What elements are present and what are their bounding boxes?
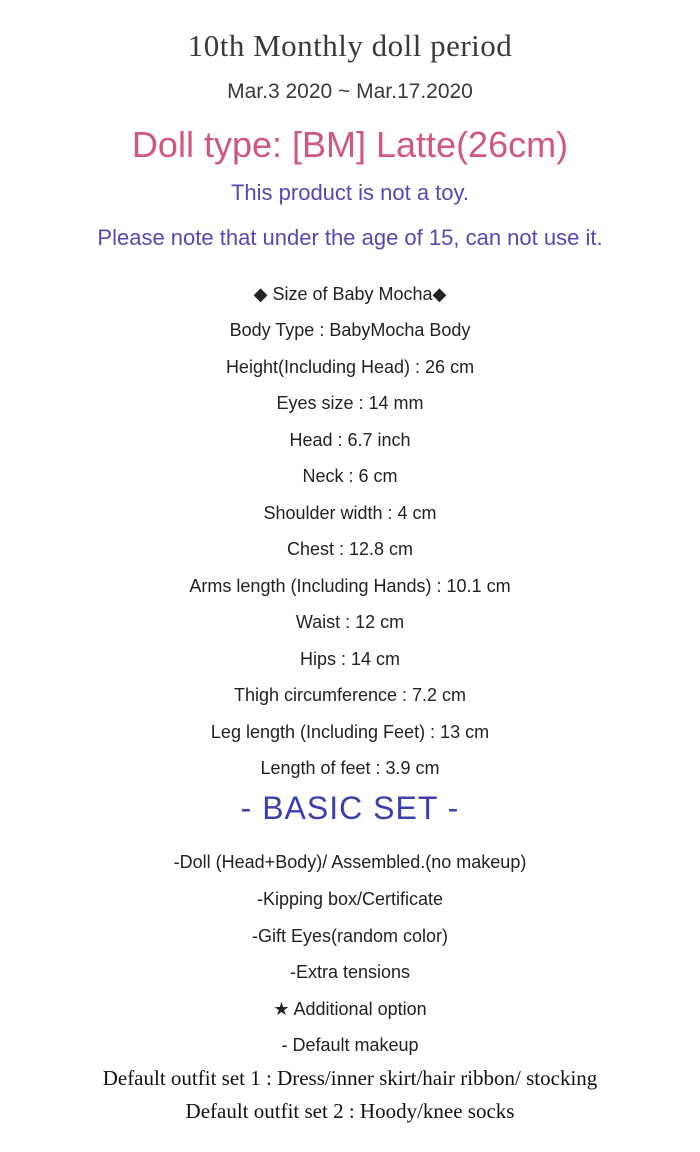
spec-row: Body Type : BabyMocha Body (229, 320, 471, 340)
page-title: 10th Monthly doll period (187, 28, 513, 63)
notice-not-toy: This product is not a toy. (230, 180, 470, 205)
spec-row: Neck : 6 cm (302, 466, 398, 486)
basic-set-item: -Extra tensions (289, 962, 411, 982)
spec-row: Height(Including Head) : 26 cm (225, 357, 475, 377)
spec-row: Head : 6.7 inch (289, 430, 411, 450)
spec-row: Leg length (Including Feet) : 13 cm (210, 722, 490, 742)
outfit-set-1: Default outfit set 1 : Dress/inner skirt/hair ribbon/ stocking (102, 1066, 598, 1090)
doll-type-heading: Doll type: [BM] Latte(26cm) (131, 124, 569, 165)
spec-row: Hips : 14 cm (299, 649, 401, 669)
spec-row: Arms length (Including Hands) : 10.1 cm (189, 576, 511, 596)
outfit-set-2: Default outfit set 2 : Hoody/knee socks (185, 1099, 515, 1123)
basic-set-item: -Gift Eyes(random color) (251, 926, 449, 946)
spec-row: Chest : 12.8 cm (286, 539, 414, 559)
spec-row: Length of feet : 3.9 cm (260, 758, 440, 778)
additional-option-label: ★ Additional option (273, 999, 427, 1019)
spec-row: Eyes size : 14 mm (276, 393, 424, 413)
basic-set-item: -Kipping box/Certificate (256, 889, 444, 909)
basic-set-item: -Doll (Head+Body)/ Assembled.(no makeup) (173, 852, 527, 872)
spec-row: Thigh circumference : 7.2 cm (233, 685, 467, 705)
basic-set-item: - Default makeup (281, 1035, 419, 1055)
notice-age-restriction: Please note that under the age of 15, can not use it. (97, 225, 603, 250)
basic-set-heading: - BASIC SET - (240, 790, 460, 826)
size-spec-heading: ◆ Size of Baby Mocha◆ (253, 284, 447, 304)
period-dates: Mar.3 2020 ~ Mar.17.2020 (227, 80, 473, 103)
spec-row: Shoulder width : 4 cm (263, 503, 437, 523)
spec-row: Waist : 12 cm (295, 612, 405, 632)
